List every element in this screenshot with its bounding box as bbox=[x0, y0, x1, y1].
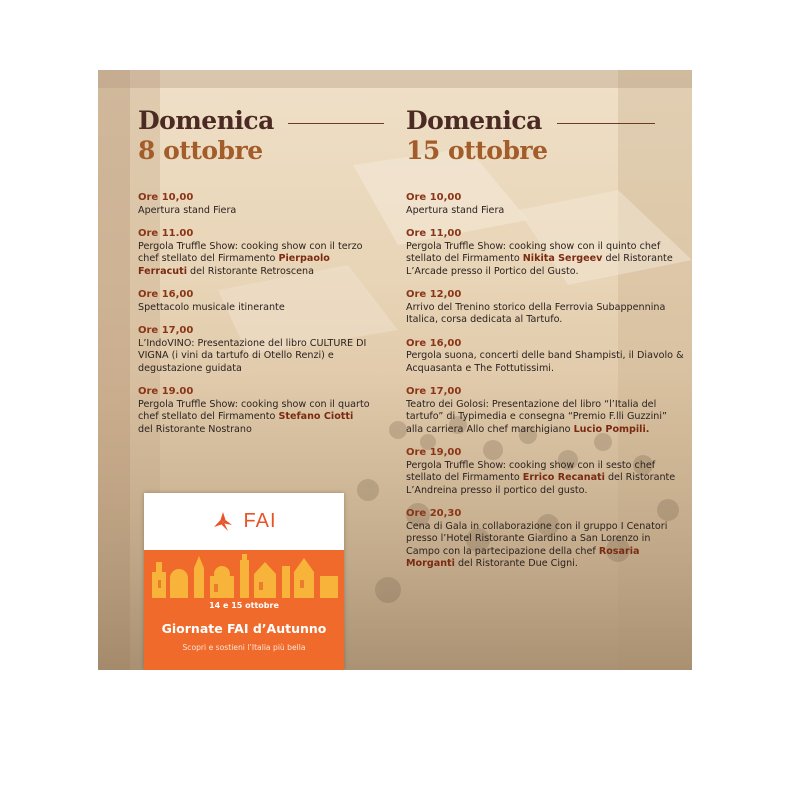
event-time: Ore 19,00 bbox=[406, 447, 462, 458]
event-time: Ore 20,30 bbox=[406, 508, 462, 519]
event-text: Cena di Gala in collaborazione con il gruppo I Cenatori presso l’Hotel Ristorante Giardino a San Lorenzo in Campo con la partecipazione della chef bbox=[406, 520, 668, 557]
left-date: 8 ottobre bbox=[138, 136, 263, 165]
fai-subtitle: Scopri e sostieni l’Italia più bella bbox=[182, 643, 306, 652]
fai-dates: 14 e 15 ottobre bbox=[209, 601, 279, 610]
event-text: Pergola suona, concerti delle band Shampisti, il Diavolo & Acquasanta e The Fottutissimi. bbox=[406, 350, 684, 374]
event-description bbox=[138, 241, 363, 277]
right-date: 15 ottobre bbox=[406, 136, 548, 165]
event-text: del Ristorante L’Arcade presso il Portico del Gusto. bbox=[406, 253, 673, 277]
event-description bbox=[138, 338, 366, 374]
left-heading bbox=[138, 106, 274, 166]
right-events-list bbox=[406, 192, 684, 582]
event-description bbox=[406, 205, 504, 216]
chef-name: Nikita Sergeev bbox=[522, 253, 603, 264]
left-events-list bbox=[138, 192, 370, 447]
event-text: del Ristorante L’Andreina presso il portico del gusto. bbox=[406, 472, 676, 496]
event-item bbox=[406, 447, 684, 497]
fai-logo-icon bbox=[211, 510, 235, 534]
event-text: L’IndoVINO: Presentazione del libro CULTURE DI VIGNA (i vini da tartufo di Otello Renzi) e degustazione guidata bbox=[138, 337, 367, 374]
event-description bbox=[406, 350, 684, 374]
fai-promo-card bbox=[144, 493, 344, 670]
event-item bbox=[406, 289, 684, 327]
event-text: Pergola Truffle Show: cooking show con il sesto chef stellato del Firmamento bbox=[406, 459, 656, 483]
event-time: Ore 19.00 bbox=[138, 386, 194, 397]
event-text: Apertura stand Fiera bbox=[406, 204, 505, 216]
event-flyer bbox=[98, 70, 692, 670]
fai-title: Giornate FAI d’Autunno bbox=[161, 621, 327, 636]
event-item bbox=[138, 386, 370, 436]
event-description bbox=[406, 521, 667, 570]
fai-logo-text: FAI bbox=[243, 510, 277, 532]
event-time: Ore 11.00 bbox=[138, 228, 194, 239]
event-description bbox=[138, 205, 236, 216]
right-day: Domenica bbox=[406, 106, 542, 135]
event-text: Pergola Truffle Show: cooking show con il quarto chef stellato del Firmamento bbox=[138, 398, 370, 422]
event-description bbox=[138, 302, 285, 313]
event-time: Ore 11,00 bbox=[406, 228, 462, 239]
event-description bbox=[406, 460, 675, 496]
event-time: Ore 16,00 bbox=[138, 289, 194, 300]
event-item bbox=[138, 325, 370, 375]
event-item bbox=[406, 228, 684, 278]
chef-name: Errico Recanati bbox=[522, 472, 605, 483]
event-item bbox=[138, 192, 370, 217]
event-text: Apertura stand Fiera bbox=[138, 204, 237, 216]
event-item bbox=[406, 508, 684, 571]
event-text: del Ristorante Retroscena bbox=[187, 265, 314, 277]
chef-name: Pierpaolo Ferracuti bbox=[138, 253, 330, 277]
event-text: del Ristorante Nostrano bbox=[138, 423, 252, 435]
event-text: del Ristorante Due Cigni. bbox=[454, 558, 578, 569]
fai-header bbox=[144, 493, 344, 550]
event-item bbox=[138, 228, 370, 278]
event-time: Ore 17,00 bbox=[406, 386, 462, 397]
event-time: Ore 16,00 bbox=[406, 337, 462, 349]
event-text: Pergola Truffle Show: cooking show con il terzo chef stellato del Firmamento bbox=[138, 240, 363, 264]
event-description bbox=[406, 399, 667, 435]
event-description bbox=[406, 241, 673, 277]
event-text: Spettacolo musicale itinerante bbox=[138, 301, 285, 313]
event-time: Ore 10,00 bbox=[138, 192, 194, 203]
event-item bbox=[406, 338, 684, 376]
event-time: Ore 12,00 bbox=[406, 289, 462, 300]
left-divider bbox=[288, 123, 384, 124]
right-divider bbox=[557, 123, 655, 124]
event-description bbox=[406, 302, 665, 326]
left-day: Domenica bbox=[138, 106, 274, 135]
italian-skyline-illustration bbox=[144, 550, 344, 598]
event-time: Ore 17,00 bbox=[138, 325, 194, 336]
event-item bbox=[138, 289, 370, 314]
chef-name: Stefano Ciotti bbox=[278, 411, 354, 422]
right-heading bbox=[406, 106, 548, 166]
event-text: Arrivo del Trenino storico della Ferrovia Subappennina Italica, corsa dedicata al Tartufo. bbox=[406, 301, 666, 325]
event-item bbox=[406, 192, 684, 217]
event-item bbox=[406, 386, 684, 436]
event-time: Ore 10,00 bbox=[406, 192, 462, 203]
chef-name: Rosaria Morganti bbox=[406, 545, 640, 569]
event-text: Pergola Truffle Show: cooking show con il quinto chef stellato del Firmamento bbox=[406, 240, 661, 264]
event-description bbox=[138, 399, 370, 435]
chef-name: Lucio Pompili. bbox=[573, 423, 650, 435]
event-text: Teatro dei Golosi: Presentazione del libro “l’Italia del tartufo” di Typimedia e consegna “Premio F.lli Guzzini” alla carriera Allo chef marchigiano bbox=[406, 398, 667, 435]
